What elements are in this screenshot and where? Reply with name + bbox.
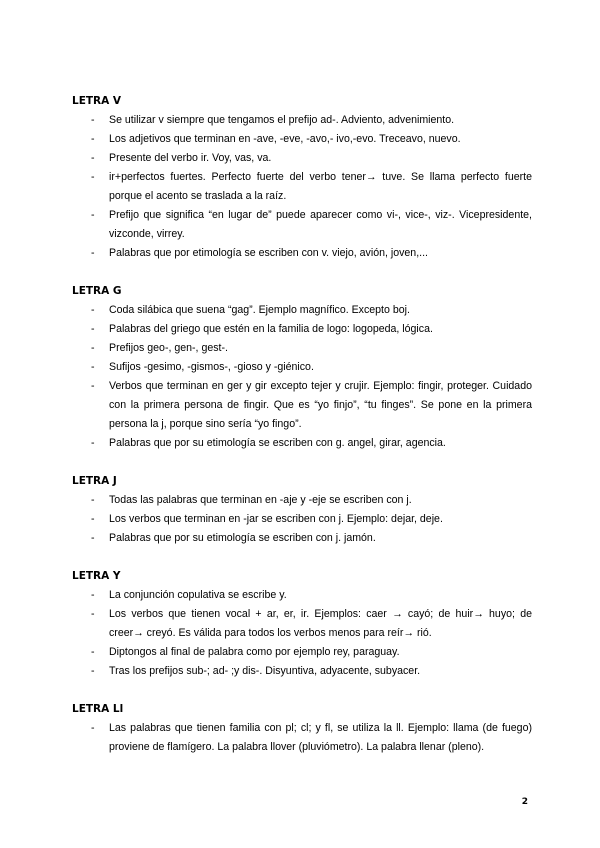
list-item: - Diptongos al final de palabra como por ejemplo rey, paraguay. — [91, 646, 400, 658]
list-item: - Se utilizar v siempre que tengamos el prefijo ad-. Adviento, advenimiento. — [91, 114, 455, 126]
section-letra-v — [72, 94, 532, 263]
list-item: - Palabras que por su etimología se escriben con j. jamón. — [91, 532, 376, 544]
list-item: - Todas las palabras que terminan en -aje y -eje se escriben con j. — [91, 494, 412, 506]
section-letra-y — [72, 569, 532, 681]
list-item: - Presente del verbo ir. Voy, vas, va. — [91, 152, 272, 164]
list-item: - Las palabras que tienen familia con pl; cl; y fl, se utiliza la ll. Ejemplo: llama (de fuego) proviene de flamígero. La palabra llover (pluviómetro). La palabra llenar (pleno). — [91, 722, 532, 753]
section-heading: LETRA J — [72, 475, 117, 487]
page-number: 2 — [521, 797, 528, 807]
rule-list — [72, 491, 532, 548]
list-item: - Palabras del griego que estén en la familia de logo: logopeda, lógica. — [91, 323, 433, 335]
list-item: - Los verbos que tienen vocal + ar, er, ir. Ejemplos: caer → cayó; de huir→ huyo; de creer→ creyó. Es válida para todos los verbos menos para reír→ rió. — [91, 608, 532, 639]
list-item: - Los verbos que terminan en -jar se escriben con j. Ejemplo: dejar, deje. — [91, 513, 443, 525]
section-heading: LETRA Y — [72, 570, 121, 582]
list-item: - Tras los prefijos sub-; ad- ;y dis-. Disyuntiva, adyacente, subyacer. — [91, 665, 421, 677]
rule-list — [72, 586, 532, 681]
list-item: - Prefijos geo-, gen-, gest-. — [91, 342, 228, 354]
list-item: - Los adjetivos que terminan en -ave, -eve, -avo,- ivo,-evo. Treceavo, nuevo. — [91, 133, 461, 145]
list-item: - La conjunción copulativa se escribe y. — [91, 589, 287, 601]
list-item: - Coda silábica que suena “gag”. Ejemplo magnífico. Excepto boj. — [91, 304, 410, 316]
section-heading: LETRA G — [72, 285, 122, 297]
section-letra-g — [72, 284, 532, 453]
list-item: - Sufijos -gesimo, -gismos-, -gioso y -giénico. — [91, 361, 314, 373]
section-heading: LETRA V — [72, 95, 122, 107]
list-item: - Prefijo que significa “en lugar de” puede aparecer como vi-, vice-, viz-. Vicepresidente, vizconde, virrey. — [91, 209, 532, 240]
list-item: - Palabras que por su etimología se escriben con g. angel, girar, agencia. — [91, 437, 446, 449]
rule-list — [72, 111, 532, 263]
list-item: - Palabras que por etimología se escriben con v. viejo, avión, joven,... — [91, 247, 428, 259]
list-item: - ir+perfectos fuertes. Perfecto fuerte del verbo tener→ tuve. Se llama perfecto fuerte porque el acento se traslada a la raíz. — [91, 171, 532, 202]
rule-list — [72, 301, 532, 453]
section-letra-ll — [72, 702, 532, 757]
section-letra-j — [72, 474, 532, 548]
rule-list — [72, 719, 532, 757]
section-heading: LETRA Ll — [72, 703, 124, 715]
list-item: - Verbos que terminan en ger y gir excepto tejer y crujir. Ejemplo: fingir, proteger. Cuidado con la primera persona de fingir. Que es “yo finjo”, “tu finges”. Se pone en la primera persona la j, porque sino sería “yo fingo”. — [91, 380, 532, 430]
